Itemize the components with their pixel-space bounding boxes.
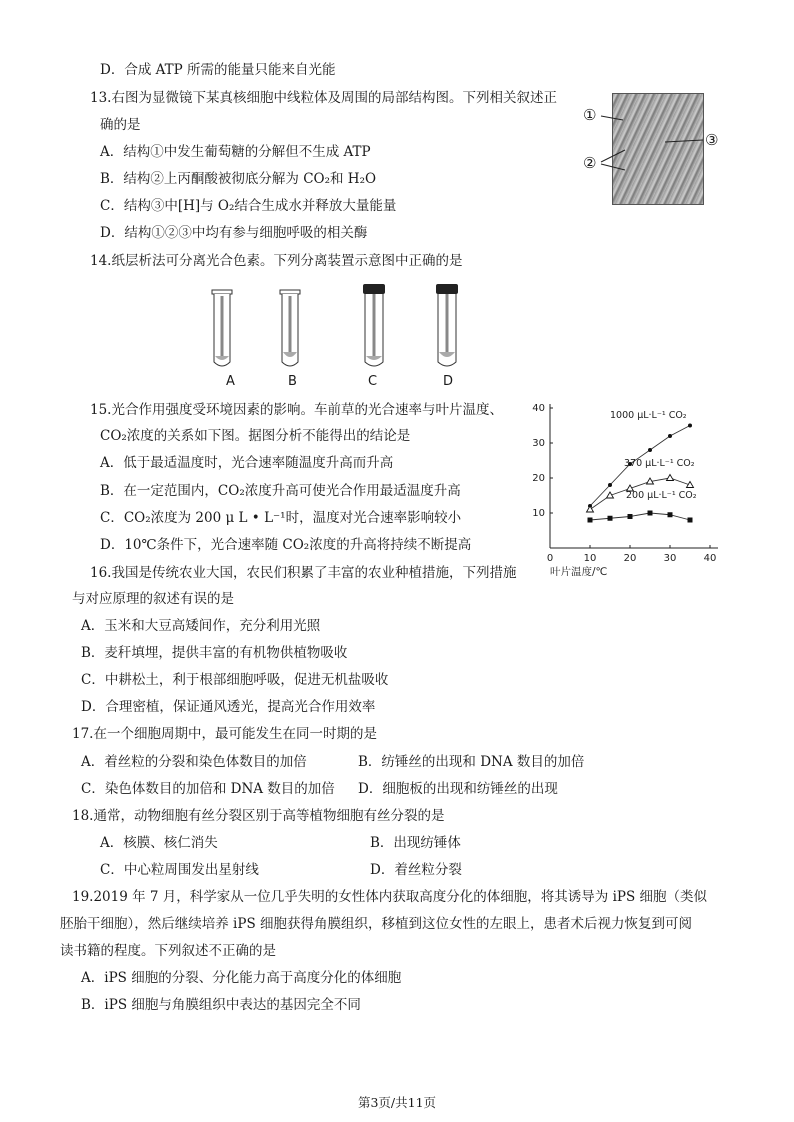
data-point: [587, 506, 594, 512]
q13-stem: 13.右图为显微镜下某真核细胞中线粒体及周围的局部结构图。下列相关叙述正: [90, 90, 557, 106]
data-point: [668, 512, 673, 517]
tube-b: [280, 290, 300, 366]
micrograph-leader-lines: [595, 110, 707, 180]
photosynthesis-chart: [524, 398, 734, 576]
x-tick-label: 0: [546, 553, 554, 564]
tube-label-c: C: [368, 374, 378, 389]
data-point: [667, 475, 674, 481]
q18-option-d: D．着丝粒分裂: [370, 862, 462, 878]
x-tick-label: 10: [583, 553, 597, 564]
q17-option-d: D．细胞板的出现和纺锤丝的出现: [358, 781, 558, 797]
y-tick-label: 20: [532, 473, 545, 484]
q16-option-c: C．中耕松土，利于根部细胞呼吸，促进无机盐吸收: [81, 672, 389, 688]
q18-option-b: B．出现纺锤体: [370, 835, 461, 851]
data-point: [688, 424, 692, 428]
x-tick-label: 40: [703, 553, 717, 564]
x-tick-label: 20: [623, 553, 637, 564]
q15-option-d: D．10℃条件下，光合速率随 CO₂浓度的升高将持续不断提高: [100, 537, 472, 553]
q14-stem: 14.纸层析法可分离光合色素。下列分离装置示意图中正确的是: [90, 253, 463, 269]
q17-option-a: A．着丝粒的分裂和染色体数目的加倍: [81, 754, 307, 770]
q15-option-a: A．低于最适温度时，光合速率随温度升高而升高: [100, 455, 394, 471]
series-label: 200 μL·L⁻¹ CO₂: [626, 490, 697, 501]
data-point: [608, 483, 612, 487]
q19-stem: 19.2019 年 7 月，科学家从一位几乎失明的女性体内获取高度分化的体细胞，将其诱导为 iPS 细胞（类似: [72, 889, 708, 905]
q18-option-c: C．中心粒周围发出星射线: [100, 862, 259, 878]
q17-option-b: B．纺锤丝的出现和 DNA 数目的加倍: [358, 754, 585, 770]
q15-stem: 15.光合作用强度受环境因素的影响。车前草的光合速率与叶片温度、: [90, 402, 503, 418]
data-point: [648, 511, 653, 516]
series-label: 1000 μL·L⁻¹ CO₂: [610, 410, 687, 421]
q16-option-b: B．麦秆填埋，提供丰富的有机物供植物吸收: [81, 645, 348, 661]
page-footer: 第3页/共11页: [357, 1095, 437, 1110]
label-structure-2: ②: [583, 154, 597, 172]
x-axis-label: 叶片温度/℃: [550, 566, 608, 576]
tube-d: [436, 284, 458, 366]
q13-option-a: A．结构①中发生葡萄糖的分解但不生成 ATP: [100, 144, 371, 160]
series-label: 370 μL·L⁻¹ CO₂: [624, 458, 695, 469]
q15-option-c: C．CO₂浓度为 200 μ L • L⁻¹时，温度对光合速率影响较小: [100, 510, 462, 526]
data-point: [608, 516, 613, 521]
q13-option-d: D．结构①②③中均有参与细胞呼吸的相关酶: [100, 225, 368, 241]
q16-option-a: A．玉米和大豆高矮间作，充分利用光照: [81, 618, 321, 634]
tube-label-a: A: [226, 374, 235, 389]
data-point: [588, 518, 593, 523]
q13-option-c: C．结构③中[H]与 O₂结合生成水并释放大量能量: [100, 198, 397, 214]
data-point: [648, 448, 652, 452]
tube-c: [363, 284, 385, 366]
q16-stem: 16.我国是传统农业大国，农民们积累了丰富的农业种植措施，下列措施: [90, 565, 517, 581]
y-tick-label: 30: [532, 438, 545, 449]
q19-option-b: B．iPS 细胞与角膜组织中表达的基因完全不同: [81, 997, 361, 1013]
q16-option-d: D．合理密植，保证通风透光，提高光合作用效率: [81, 699, 376, 715]
series-line: [590, 513, 690, 520]
q19-stem-cont-1: 胚胎干细胞），然后继续培养 iPS 细胞获得角膜组织，移植到这位女性的左眼上，患者术后视力恢复到可阅: [60, 916, 692, 932]
q19-option-a: A．iPS 细胞的分裂、分化能力高于高度分化的体细胞: [81, 970, 402, 986]
q15-stem-cont: CO₂浓度的关系如下图。据图分析不能得出的结论是: [100, 428, 411, 444]
q18-stem: 18.通常，动物细胞有丝分裂区别于高等植物细胞有丝分裂的是: [72, 808, 445, 824]
tube-a: [212, 290, 232, 366]
label-structure-1: ①: [583, 106, 597, 124]
y-tick-label: 40: [532, 403, 545, 414]
q12-option-d: D．合成 ATP 所需的能量只能来自光能: [100, 62, 336, 78]
q17-option-c: C．染色体数目的加倍和 DNA 数目的加倍: [81, 781, 335, 797]
q13-stem-cont: 确的是: [100, 117, 141, 133]
chromatography-tubes: [200, 282, 480, 372]
tube-label-b: B: [288, 374, 297, 389]
label-structure-3: ③: [705, 131, 719, 149]
x-tick-label: 30: [663, 553, 677, 564]
q19-stem-cont-2: 读书籍的程度。下列叙述不正确的是: [60, 943, 276, 959]
data-point: [668, 434, 672, 438]
data-point: [688, 518, 693, 523]
q17-stem: 17.在一个细胞周期中，最可能发生在同一时期的是: [72, 726, 377, 742]
data-point: [628, 514, 633, 519]
y-tick-label: 10: [532, 508, 545, 519]
tube-label-d: D: [443, 374, 454, 389]
q18-option-a: A．核膜、核仁消失: [100, 835, 218, 851]
q13-option-b: B．结构②上丙酮酸被彻底分解为 CO₂和 H₂O: [100, 171, 377, 187]
q15-option-b: B．在一定范围内，CO₂浓度升高可使光合作用最适温度升高: [100, 483, 461, 499]
q16-stem-cont: 与对应原理的叙述有误的是: [72, 591, 234, 607]
